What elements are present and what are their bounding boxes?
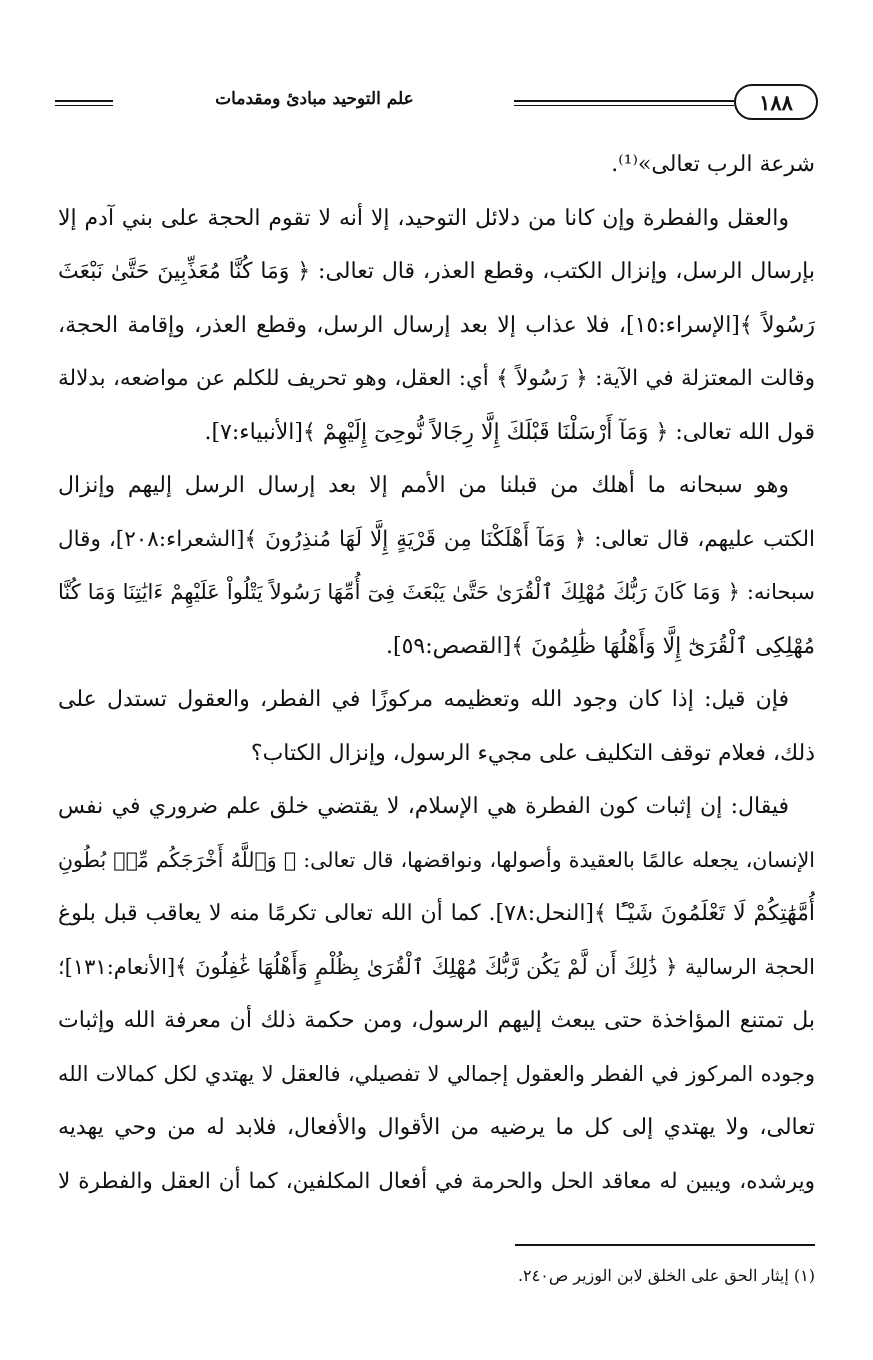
text-line: تعالى، ولا يهتدي إلى كل ما يرضيه من الأقوال والأفعال، فلابد له من وحي يهديه	[58, 1115, 815, 1140]
running-title: علم التوحيد مبادئ ومقدمات	[215, 89, 414, 109]
text-line: رَسُولاً ﴾[الإسراء:١٥]، فلا عذاب إلا بعد إرسال الرسل، وقطع العذر، وإقامة الحجة،	[58, 312, 815, 338]
text-line: فإن قيل: إذا كان وجود الله وتعظيمه مركوزًا في الفطر، والعقول تستدل على	[58, 687, 789, 712]
text-line: الكتب عليهم، قال تعالى: ﴿ وَمَآ أَهْلَكْنَا مِن قَرْيَةٍ إِلَّا لَهَا مُنذِرُونَ ﴾[الشعراء:٢٠٨]، وقال	[58, 526, 815, 552]
text-line: مُهْلِكِى ٱلْقُرَىٰٓ إِلَّا وَأَهْلُهَا ظَٰلِمُونَ ﴾[القصص:٥٩].	[386, 633, 815, 659]
text-line: وقالت المعتزلة في الآية: ﴿ رَسُولاً ﴾ أي: العقل، وهو تحريف للكلم عن مواضعه، بدلالة	[58, 366, 815, 391]
text-line: ذلك، فعلام توقف التكليف على مجيء الرسول، وإنزال الكتاب؟	[250, 740, 815, 766]
text-line: بل تمتنع المؤاخذة حتى يبعث إليهم الرسول، ومن حكمة ذلك أن معرفة الله وإثبات	[58, 1008, 815, 1033]
header-rule-left	[55, 100, 113, 106]
text-line: شرعة الرب تعالى»⁽¹⁾.	[611, 152, 815, 177]
body-text	[58, 138, 815, 1208]
header-rule-right	[514, 100, 734, 106]
text-line: بإرسال الرسل، وإنزال الكتب، وقطع العذر، قال تعالى: ﴿ وَمَا كُنَّا مُعَذِّبِينَ حَتَّىٰ نَبْعَثَ	[58, 259, 815, 284]
text-line: سبحانه: ﴿ وَمَا كَانَ رَبُّكَ مُهْلِكَ ٱلْقُرَىٰ حَتَّىٰ يَبْعَثَ فِىٓ أُمِّهَا رَسُولاً يَتْلُواْ عَلَيْهِمْ ءَايَٰتِنَا وَمَا كُنَّا	[58, 580, 815, 604]
text-line: قول الله تعالى: ﴿ وَمَآ أَرْسَلْنَا قَبْلَكَ إِلَّا رِجَالاً نُّوحِىٓ إِلَيْهِمْ ﴾[الأنبياء:٧].	[204, 419, 815, 445]
text-line: الحجة الرسالية ﴿ ذَٰلِكَ أَن لَّمْ يَكُن رَّبُّكَ مُهْلِكَ ٱلْقُرَىٰ بِظُلْمٍ وَأَهْلُهَا غَٰفِلُونَ ﴾[الأنعام:١٣١]؛	[58, 954, 815, 979]
page-header	[55, 84, 818, 124]
text-line: والعقل والفطرة وإن كانا من دلائل التوحيد، إلا أنه لا تقوم الحجة على بني آدم إلا	[58, 205, 789, 231]
text-line: ويرشده، ويبين له معاقد الحل والحرمة في أفعال المكلفين، كما أن العقل والفطرة لا	[58, 1168, 815, 1194]
footnote-separator	[515, 1244, 815, 1246]
text-line: وجوده المركوز في الفطر والعقول إجمالي لا تفصيلي، فالعقل لا يهتدي لكل كمالات الله	[58, 1061, 815, 1086]
text-line: الإنسان، يجعله عالمًا بالعقيدة وأصولها، ونواقضها، قال تعالى: ﴿ وَٱللَّهُ أَخْرَجَكُم مِّنۢ بُطُونِ	[58, 847, 815, 872]
page-number: ١٨٨	[734, 84, 818, 120]
text-line: فيقال: إن إثبات كون الفطرة هي الإسلام، لا يقتضي خلق علم ضروري في نفس	[58, 794, 789, 819]
text-line: أُمَّهَٰتِكُمْ لَا تَعْلَمُونَ شَيْـًٔا ﴾[النحل:٧٨]. كما أن الله تعالى تكرمًا منه لا يعاقب قبل بلوغ	[58, 901, 815, 926]
text-line: وهو سبحانه ما أهلك من قبلنا من الأمم إلا بعد إرسال الرسل إليهم وإنزال	[58, 473, 789, 498]
footnote: (١) إيثار الحق على الخلق لابن الوزير ص٢٤٠.	[517, 1266, 815, 1285]
